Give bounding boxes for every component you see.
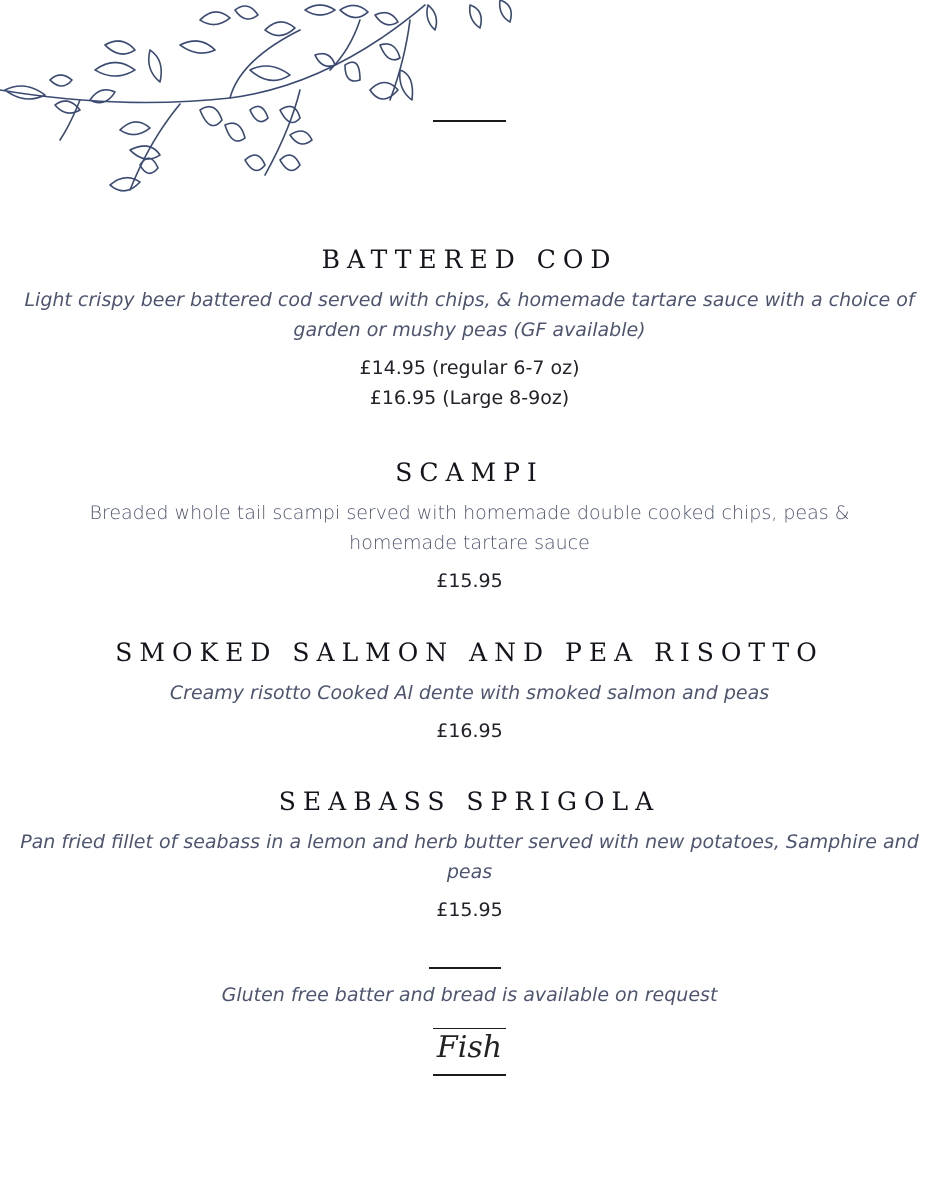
dish-price: £15.95 [436,570,503,592]
dish-scampi [0,458,939,596]
section-label: Fish [436,1030,503,1065]
dish-battered-cod [0,245,939,413]
dish-description: Breaded whole tail scampi served with homemade double cooked chips, peas & homemade tartare sauce [89,502,850,554]
section-label-top-rule [433,1028,506,1029]
dish-description: Pan fried fillet of seabass in a lemon and herb butter served with new potatoes, Samphire and peas [20,831,919,883]
dish-description: Light crispy beer battered cod served with chips, & homemade tartare sauce with a choice of garden or mushy peas (GF available) [24,289,915,341]
dish-smoked-salmon-risotto [0,638,939,746]
gluten-free-note: Gluten free batter and bread is available on request [221,984,718,1006]
dish-title: SCAMPI [395,458,544,487]
dish-price: £14.95 (regular 6-7 oz) [359,357,580,379]
dish-price: £15.95 [436,899,503,921]
section-label-bottom-rule [433,1074,506,1076]
dish-title: SMOKED SALMON AND PEA RISOTTO [115,638,824,667]
footer-divider [429,967,501,969]
dish-price: £16.95 [436,720,503,742]
dish-price: £16.95 (Large 8-9oz) [369,387,570,409]
dish-description: Creamy risotto Cooked Al dente with smoked salmon and peas [169,682,770,704]
dish-title: SEABASS SPRIGOLA [278,787,661,816]
vine-decoration-icon [0,0,540,210]
top-divider [433,120,506,122]
dish-title: BATTERED COD [321,245,618,274]
dish-seabass-sprigola [0,787,939,925]
